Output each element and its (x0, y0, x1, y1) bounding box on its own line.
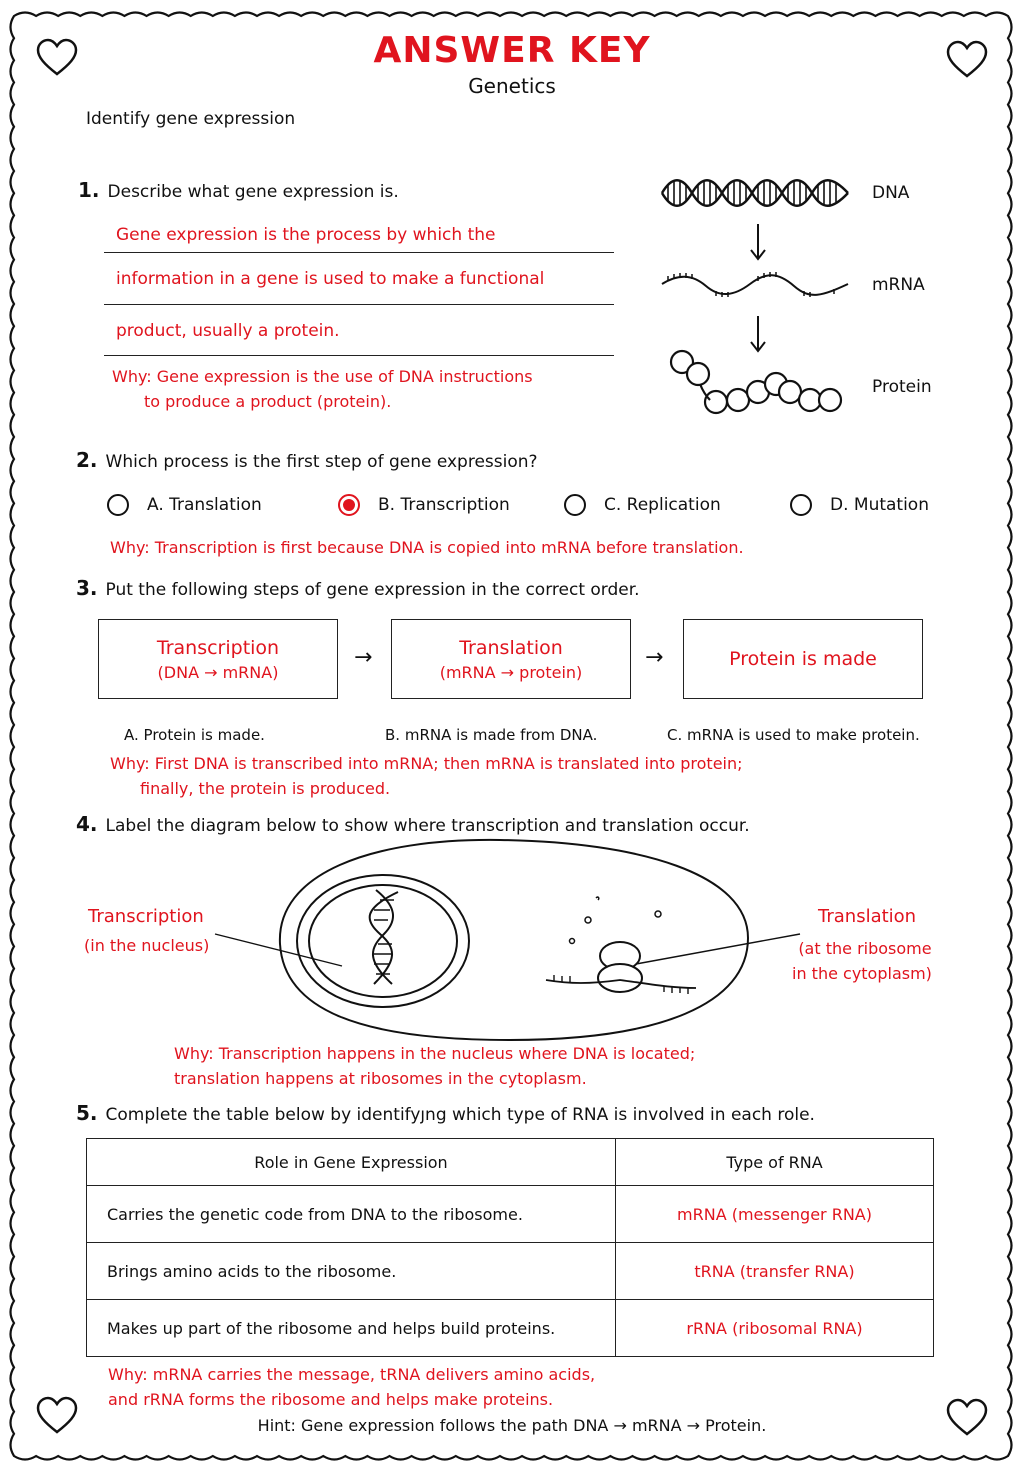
radio-button[interactable] (564, 494, 586, 516)
protein-icon (671, 351, 841, 413)
rna-type-cell: tRNA (transfer RNA) (616, 1243, 934, 1300)
mrna-icon (662, 272, 848, 297)
page-subtitle: Genetics (468, 74, 556, 98)
down-arrow-icon (751, 224, 765, 259)
option-a[interactable] (107, 494, 262, 516)
role-cell: Carries the genetic code from DNA to the ribosome. (87, 1186, 616, 1243)
mrna-label: mRNA (872, 275, 925, 295)
why-explanation (112, 364, 533, 414)
question-4 (76, 812, 750, 836)
option-b[interactable] (338, 494, 510, 516)
translation-label: Translation (818, 906, 917, 927)
down-arrow-icon (751, 316, 765, 351)
step-title: Protein is made (729, 648, 877, 670)
why-line: translation happens at ribosomes in the cytoplasm. (174, 1069, 587, 1088)
leader-lines (215, 934, 800, 966)
step-detail: (DNA → mRNA) (157, 662, 279, 682)
step-box-transcription (98, 619, 338, 699)
transcription-location: (in the nucleus) (84, 936, 210, 955)
role-cell: Makes up part of the ribosome and helps build proteins. (87, 1300, 616, 1357)
why-explanation (110, 751, 743, 801)
answer-line-2: information in a gene is used to make a functional (116, 269, 545, 289)
answer-rule (104, 252, 614, 253)
rna-type-cell: rRNA (ribosomal RNA) (616, 1300, 934, 1357)
table-row (87, 1300, 934, 1357)
answer-rule (104, 355, 614, 356)
radio-button[interactable] (107, 494, 129, 516)
question-number: 4. (76, 812, 98, 836)
question-number: 5. (76, 1101, 98, 1125)
why-explanation (108, 1362, 595, 1412)
step-title: Translation (459, 636, 563, 659)
answer-rule (104, 304, 614, 305)
question-text: Complete the table below by identifyյng which type of RNA is involved in each role. (105, 1105, 815, 1125)
question-3 (76, 576, 640, 600)
question-text: Label the diagram below to show where transcription and translation occur. (105, 816, 750, 836)
role-cell: Brings amino acids to the ribosome. (87, 1243, 616, 1300)
rna-table (86, 1138, 934, 1357)
instruction-text: Identify gene expression (86, 109, 296, 129)
step-box-translation (391, 619, 631, 699)
dna-icon (662, 180, 848, 206)
rna-type-cell: mRNA (messenger RNA) (616, 1186, 934, 1243)
cell-icon (280, 840, 748, 1040)
column-header: Type of RNA (616, 1139, 934, 1186)
translation-location-line: in the cytoplasm) (792, 964, 932, 983)
question-2 (76, 448, 538, 472)
step-option: B. mRNA is made from DNA. (385, 726, 598, 744)
step-option: A. Protein is made. (124, 726, 265, 744)
column-header: Role in Gene Expression (87, 1139, 616, 1186)
gene-expression-diagram (658, 172, 858, 420)
transcription-label: Transcription (88, 906, 204, 927)
why-line: Why: First DNA is transcribed into mRNA; then mRNA is translated into protein; (110, 754, 743, 773)
why-line: Why: mRNA carries the message, tRNA delivers amino acids, (108, 1365, 596, 1384)
why-explanation: Why: Transcription is first because DNA is copied into mRNA before translation. (110, 538, 744, 557)
protein-label: Protein (872, 377, 932, 397)
radio-button-selected[interactable] (338, 494, 360, 516)
hint-text: Hint: Gene expression follows the path DNA → mRNA → Protein. (257, 1416, 767, 1435)
question-text: Describe what gene expression is. (107, 182, 399, 202)
table-header-row (87, 1139, 934, 1186)
nucleus-icon (297, 875, 469, 1007)
step-option: C. mRNA is used to make protein. (667, 726, 920, 744)
question-1 (78, 178, 399, 202)
why-line: finally, the protein is produced. (140, 779, 391, 798)
option-label: D. Mutation (830, 495, 929, 515)
why-line: to produce a product (protein). (144, 392, 392, 411)
step-detail: (mRNA → protein) (439, 662, 583, 682)
question-text: Put the following steps of gene expression in the correct order. (105, 580, 640, 600)
question-text: Which process is the first step of gene expression? (105, 452, 538, 472)
why-line: Why: Transcription happens in the nucleus where DNA is located; (174, 1044, 696, 1063)
why-line: Why: Gene expression is the use of DNA instructions (112, 367, 533, 386)
cytoplasm-dots (570, 897, 662, 943)
option-label: A. Translation (147, 495, 262, 515)
answer-line-1: Gene expression is the process by which the (116, 225, 496, 245)
question-number: 3. (76, 576, 98, 600)
option-label: C. Replication (604, 495, 721, 515)
option-label: B. Transcription (378, 495, 510, 515)
radio-button[interactable] (790, 494, 812, 516)
dna-label: DNA (872, 183, 910, 203)
question-number: 1. (78, 178, 100, 202)
arrow-icon: → (354, 645, 373, 670)
answer-line-3: product, usually a protein. (116, 321, 340, 341)
option-c[interactable] (564, 494, 721, 516)
step-box-protein (683, 619, 923, 699)
question-5 (76, 1101, 815, 1125)
ribosome-icon (598, 942, 642, 992)
translation-location (792, 936, 932, 986)
table-row (87, 1186, 934, 1243)
step-title: Transcription (156, 636, 280, 659)
arrow-icon: → (645, 645, 664, 670)
why-line: and rRNA forms the ribosome and helps make proteins. (108, 1390, 554, 1409)
page-title: ANSWER KEY (373, 30, 651, 71)
why-explanation (174, 1041, 695, 1091)
question-number: 2. (76, 448, 98, 472)
option-d[interactable] (790, 494, 929, 516)
translation-location-line: (at the ribosome (798, 939, 932, 958)
table-row (87, 1243, 934, 1300)
dna-icon (370, 890, 398, 984)
